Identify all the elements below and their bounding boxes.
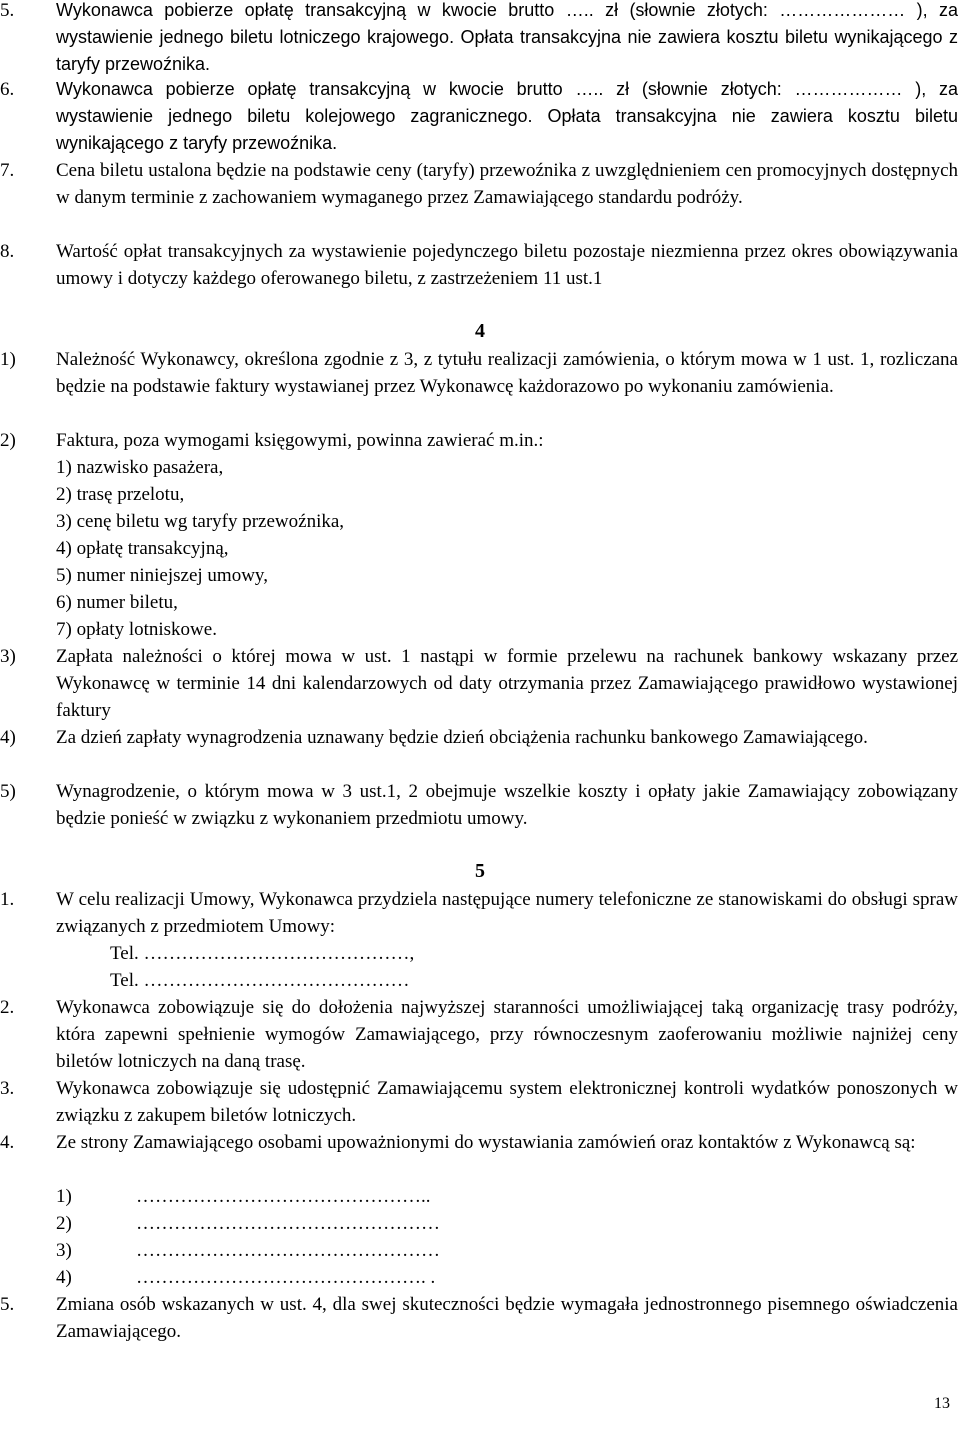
phone-line-2: Tel. …………………………………… [110,970,410,991]
person-number: 2) [56,1213,72,1234]
person-1 [56,1183,431,1210]
person-4 [56,1264,436,1291]
item-text: Zapłata należności o której mowa w ust. 1 nastąpi w formie przelewu na rachunek bankowy wskazany przez Wykonawcę w terminie 14 dni kalendarzowych od daty otrzymania przez Zamawiającego prawidłowo wystawionej faktury [56,646,958,721]
clause-8 [0,238,960,292]
item-number: 3. [0,1078,15,1099]
invoice-item-6: 6) numer biletu, [56,592,178,613]
clause-7 [0,157,960,211]
person-3 [56,1237,440,1264]
invoice-item-5: 5) numer niniejszej umowy, [56,565,268,586]
person-number: 3) [56,1240,72,1261]
item-number: 5. [0,1294,15,1315]
invoice-item-3: 3) cenę biletu wg taryfy przewoźnika, [56,511,345,532]
section-4-heading: 4 [475,320,485,342]
item-number: 1. [0,889,15,910]
invoice-item-2: 2) trasę przelotu, [56,484,185,505]
person-placeholder: ………………………………………. . [136,1267,436,1288]
s5-item-5 [0,1291,960,1345]
clause-5 [0,0,960,78]
page-number: 13 [934,1395,950,1412]
clause-text: Wykonawca pobierze opłatę transakcyjną w kwocie brutto ….. zł (słownie złotych: ………………… ), za wystawienie jednego biletu lotniczego krajowego. Opłata transakcyjna nie zawiera kosztu biletu wynikającego z taryfy przewoźnika. [56,0,958,74]
phone-line-1: Tel. ……………………………………, [110,943,415,964]
person-2 [56,1210,440,1237]
clause-text: Wartość opłat transakcyjnych za wystawienie pojedynczego biletu pozostaje niezmienna przez okres obowiązywania umowy i dotyczy każdego oferowanego biletu, z zastrzeżeniem 11 ust.1 [56,241,958,289]
item-text: Zmiana osób wskazanych w ust. 4, dla swej skuteczności będzie wymagała jednostronnego pisemnego oświadczenia Zamawiającego. [56,1294,958,1342]
item-text: Wykonawca zobowiązuje się udostępnić Zamawiającemu system elektronicznej kontroli wydatków ponoszonych w związku z zakupem biletów lotniczych. [56,1078,958,1126]
invoice-item-4: 4) opłatę transakcyjną, [56,538,229,559]
s4-item-5 [0,778,960,832]
item-number: 1) [0,349,16,370]
clause-number: 5. [0,0,15,21]
item-text: Wynagrodzenie, o którym mowa w 3 ust.1, 2 obejmuje wszelkie koszty i opłaty jakie Zamawiający zobowiązany będzie ponieść w związku z wykonaniem przedmiotu umowy. [56,781,958,829]
s5-item-3 [0,1075,960,1129]
person-number: 1) [56,1186,72,1207]
clause-6 [0,76,960,157]
invoice-item-1: 1) nazwisko pasażera, [56,457,224,478]
item-text: Faktura, poza wymogami księgowymi, powinna zawierać m.in.: [56,430,544,451]
s4-item-2 [0,427,960,454]
clause-number: 7. [0,160,15,181]
section-5-heading: 5 [475,860,485,882]
item-text: W celu realizacji Umowy, Wykonawca przydziela następujące numery telefoniczne ze stanowiskami do obsługi spraw związanych z przedmiotem Umowy: [56,889,958,937]
person-placeholder: ……………………………………….. [136,1186,431,1207]
item-text: Wykonawca zobowiązuje się do dołożenia najwyższej staranności umożliwiającej taką organizację trasy podróży, która zapewni spełnienie wymogów Zamawiającego, przy równoczesnym zaoferowaniu możliwie najniżej ceny biletów lotniczych na daną trasę. [56,997,958,1072]
person-placeholder: ………………………………………… [136,1240,440,1261]
s5-item-1 [0,886,960,940]
person-placeholder: ………………………………………… [136,1213,440,1234]
clause-text: Cena biletu ustalona będzie na podstawie ceny (taryfy) przewoźnika z uwzględnieniem cen promocyjnych dostępnych w danym terminie z zachowaniem wymaganego przez Zamawiającego standardu podróży. [56,160,958,208]
s4-item-1 [0,346,960,400]
item-number: 4) [0,727,16,748]
item-number: 5) [0,781,16,802]
item-number: 4. [0,1132,15,1153]
clause-text: Wykonawca pobierze opłatę transakcyjną w kwocie brutto ….. zł (słownie złotych: ……………… ), za wystawienie jednego biletu kolejowego zagranicznego. Opłata transakcyjna nie zawiera kosztu biletu wynikającego z taryfy przewoźnika. [56,79,958,153]
item-number: 2) [0,430,16,451]
item-text: Ze strony Zamawiającego osobami upoważnionymi do wystawiania zamówień oraz kontaktów z Wykonawcą są: [56,1132,916,1153]
item-text: Należność Wykonawcy, określona zgodnie z 3, z tytułu realizacji zamówienia, o którym mowa w 1 ust. 1, rozliczana będzie na podstawie faktury wystawianej przez Wykonawcę każdorazowo po wykonaniu zamówienia. [56,349,958,397]
s5-item-2 [0,994,960,1075]
item-number: 3) [0,646,16,667]
s5-item-4 [0,1129,960,1156]
clause-number: 6. [0,79,15,100]
s4-item-3 [0,643,960,724]
item-number: 2. [0,997,15,1018]
invoice-item-7: 7) opłaty lotniskowe. [56,619,217,640]
clause-number: 8. [0,241,15,262]
item-text: Za dzień zapłaty wynagrodzenia uznawany będzie dzień obciążenia rachunku bankowego Zamawiającego. [56,727,868,748]
s4-item-4 [0,724,960,751]
person-number: 4) [56,1267,72,1288]
